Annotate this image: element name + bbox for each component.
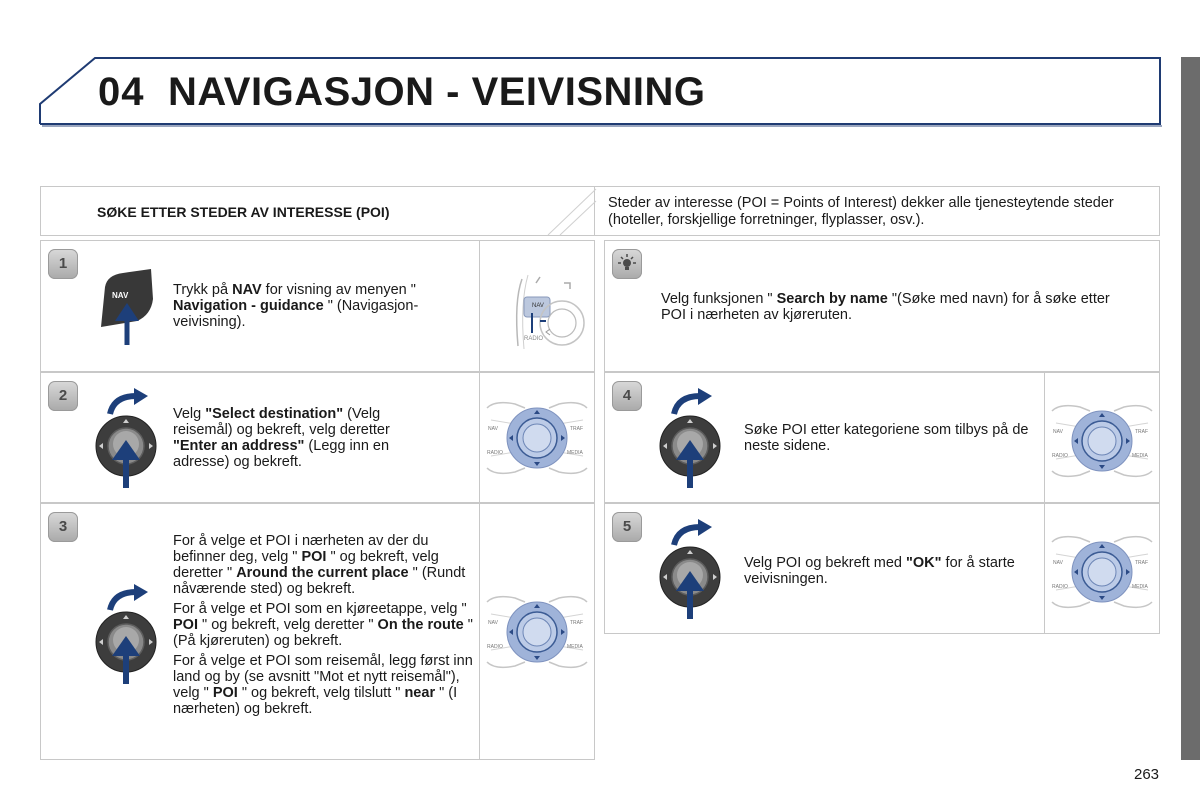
step-3-panel	[40, 503, 595, 760]
controller-nav-label: NAV	[1053, 429, 1063, 435]
step-2-image-cell	[479, 373, 594, 502]
step-4-badge: 4	[612, 381, 642, 411]
nav-key-label: NAV	[112, 291, 129, 300]
step-4-panel	[604, 372, 1160, 503]
page-number: 263	[1134, 766, 1160, 783]
step-1-instruction: Trykk på NAV for visning av menyen " Navigation - guidance " (Navigasjon-veivisning).	[173, 282, 419, 330]
chapter-side-tab	[1181, 57, 1200, 760]
step-2-panel	[40, 372, 595, 503]
console-radio-label: RADIO	[524, 336, 544, 342]
controller-nav-label: NAV	[488, 620, 498, 626]
rotary-controller-illustration	[485, 398, 589, 478]
rotate-press-illustration	[92, 584, 162, 684]
controller-media-label: MEDIA	[1132, 453, 1148, 459]
rotate-and-press-icon	[656, 519, 726, 619]
controller-radio-label: RADIO	[487, 450, 503, 456]
tip-badge	[612, 249, 642, 279]
intro-text: Steder av interesse (POI = Points of Interest) dekker alle tjenesteytende steder (hoteller, forskjellige forretninger, flyplasser, osv.).	[608, 195, 1114, 228]
step-5-panel	[604, 503, 1160, 634]
controller-radio-label: RADIO	[1052, 584, 1068, 590]
step-3-image-cell	[479, 504, 594, 759]
step-3-paragraph-1: For å velge et POI i nærheten av der du befinner deg, velg " POI " og bekreft, velg deretter " Around the current place " (Rundt nåværende sted) og bekreft.	[173, 533, 466, 597]
console-nav-label: NAV	[532, 303, 544, 309]
controller-media-label: MEDIA	[1132, 584, 1148, 590]
lightbulb-icon	[612, 249, 642, 279]
rotate-and-press-icon	[92, 388, 162, 488]
controller-media-label: MEDIA	[567, 450, 583, 456]
step-3-paragraph-3: For å velge et POI som reisemål, legg først inn land og by (se avsnitt "Mot et nytt reisemål"), velg " POI " og bekreft, velg tilslutt " near " (I nærheten) og bekreft.	[173, 653, 473, 717]
step-2-instruction: Velg "Select destination" (Velg reisemål) og bekreft, velg deretter "Enter an address" (Legg inn en adresse) og bekreft.	[173, 406, 390, 470]
rotary-controller-graphic	[485, 592, 589, 672]
controller-radio-label: RADIO	[487, 644, 503, 650]
controller-traf-label: TRAF	[570, 426, 584, 432]
rotary-controller-graphic	[485, 398, 589, 478]
rotary-controller-graphic	[1050, 401, 1154, 481]
rotate-press-illustration	[92, 388, 162, 488]
rotate-press-illustration	[656, 388, 726, 488]
step-5-badge: 5	[612, 512, 642, 542]
controller-media-label: MEDIA	[567, 644, 583, 650]
section-corner-decoration	[538, 187, 598, 236]
nav-button-press-illustration	[93, 269, 163, 352]
step-3-paragraph-2: For å velge et POI som en kjøreetappe, velg " POI " og bekreft, velg deretter " On the route " (På kjøreruten) og bekreft.	[173, 601, 473, 649]
controller-traf-label: TRAF	[570, 620, 584, 626]
controller-nav-label: NAV	[1053, 560, 1063, 566]
tip-instruction: Velg funksjonen " Search by name "(Søke med navn) for å søke etter POI i nærheten av kjøreruten.	[661, 291, 1110, 323]
step-4-instruction: Søke POI etter kategoriene som tilbys på de neste sidene.	[744, 422, 1029, 454]
step-3-instruction	[173, 533, 473, 721]
chapter-title: NAVIGASJON - VEIVISNING	[168, 70, 706, 114]
step-5-image-cell	[1044, 504, 1159, 633]
step-1-panel	[40, 240, 595, 372]
step-1-image-cell	[479, 241, 594, 371]
rotary-controller-illustration	[485, 592, 589, 672]
step-2-badge: 2	[48, 381, 78, 411]
controller-traf-label: TRAF	[1135, 429, 1149, 435]
rotary-controller-graphic	[1050, 532, 1154, 612]
rotate-and-press-icon	[656, 388, 726, 488]
controller-radio-label: RADIO	[1052, 453, 1068, 459]
rotary-controller-illustration	[1050, 532, 1154, 612]
rotary-controller-illustration	[1050, 401, 1154, 481]
step-5-instruction: Velg POI og bekreft med "OK" for å starte veivisningen.	[744, 555, 1015, 587]
chapter-number: 04	[98, 70, 145, 114]
section-title: SØKE ETTER STEDER AV INTERESSE (POI)	[97, 204, 390, 220]
nav-key-icon	[93, 269, 163, 347]
step-4-image-cell	[1044, 373, 1159, 502]
controller-traf-label: TRAF	[1135, 560, 1149, 566]
step-1-badge: 1	[48, 249, 78, 279]
rotate-and-press-icon	[92, 584, 162, 684]
controller-nav-label: NAV	[488, 426, 498, 432]
rotate-press-illustration	[656, 519, 726, 619]
step-3-badge: 3	[48, 512, 78, 542]
tip-panel	[604, 240, 1160, 372]
